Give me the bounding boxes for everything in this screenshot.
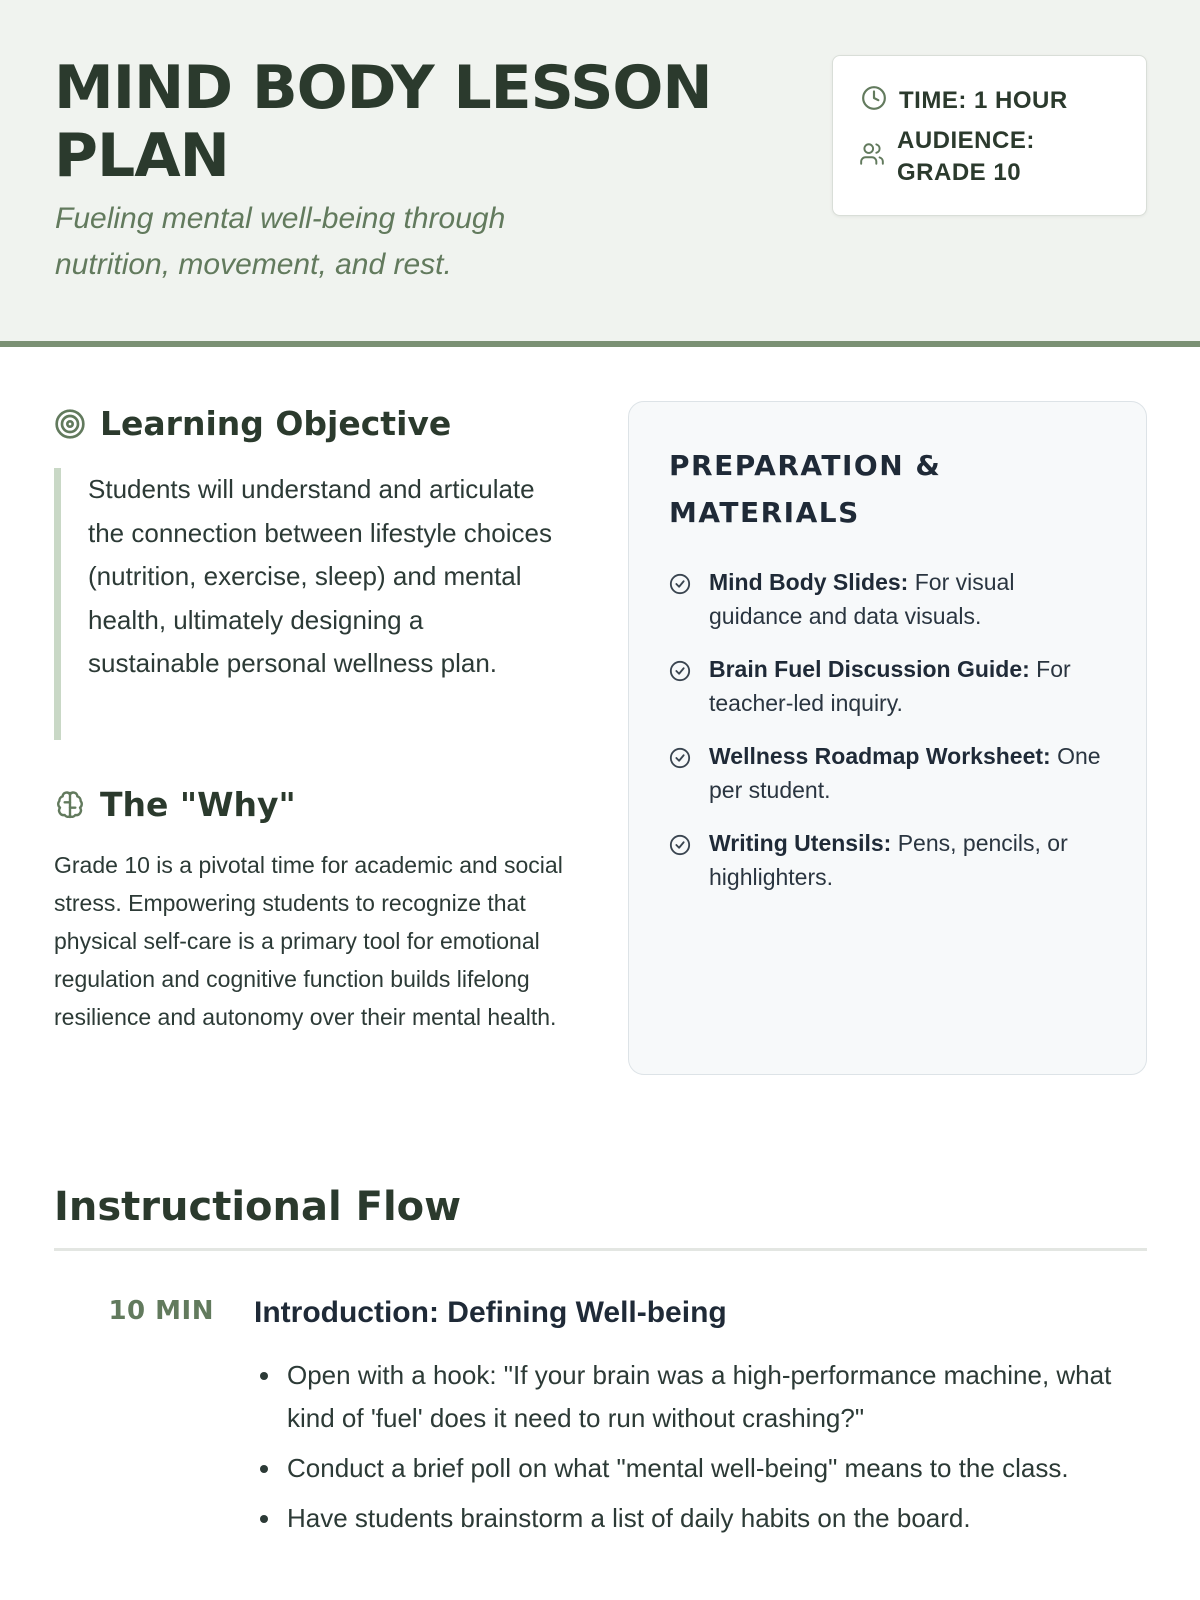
list-item: [254, 1497, 1144, 1540]
objective-heading: [54, 404, 451, 443]
flow-title: Instructional Flow: [54, 1184, 462, 1230]
why-heading: [54, 785, 296, 824]
objective-body: Students will understand and articulate the connection between lifestyle choices (nutrition, exercise, sleep) and mental health, ultimately designing a sustainable personal wellness plan.: [54, 468, 554, 740]
preparation-title: PREPARATION & MATERIALS: [669, 449, 942, 529]
page-title: MIND BODY LESSON PLAN: [54, 53, 712, 191]
bullet-dot: [260, 1465, 268, 1473]
meta-card: [832, 55, 1147, 216]
prep-item-label: Brain Fuel Discussion Guide:: [709, 656, 1030, 682]
users-icon: [859, 141, 885, 167]
flow-divider: [54, 1248, 1147, 1251]
list-item: [254, 1447, 1144, 1490]
flow-step-bullets: [254, 1354, 1144, 1547]
prep-item-desc: One per student.: [709, 743, 1101, 803]
check-circle-icon: [669, 573, 691, 595]
prep-item-label: Writing Utensils:: [709, 830, 892, 856]
prep-item: [669, 826, 1109, 894]
prep-item: [669, 565, 1109, 633]
prep-item-desc: For visual guidance and data visuals.: [709, 569, 1015, 629]
prep-item-label: Wellness Roadmap Worksheet:: [709, 743, 1051, 769]
check-circle-icon: [669, 834, 691, 856]
audience-label: AUDIENCE: GRADE 10: [897, 127, 1035, 186]
why-heading-text: The "Why": [100, 785, 296, 824]
objective-heading-text: Learning Objective: [100, 404, 452, 443]
page-subtitle: Fueling mental well-being through nutrition, movement, and rest.: [55, 202, 506, 281]
brain-icon: [54, 789, 86, 821]
bullet-dot: [260, 1515, 268, 1523]
time-label: TIME: 1 HOUR: [899, 87, 1068, 114]
time-row: [861, 85, 1099, 117]
bullet-dot: [260, 1372, 268, 1380]
list-item-text: Open with a hook: "If your brain was a high-performance machine, what kind of 'fuel' does it need to run without crashing?": [287, 1360, 1112, 1433]
prep-item: [669, 739, 1109, 807]
why-body: Grade 10 is a pivotal time for academic and social stress. Empowering students to recognize that physical self-care is a primary tool for emotional regulation and cognitive function builds lifelong resilience and autonomy over their mental health.: [54, 852, 563, 1030]
list-item: [254, 1354, 1144, 1440]
preparation-card: [628, 401, 1147, 1075]
flow-step-time: 10 MIN: [108, 1296, 214, 1326]
list-item-text: Conduct a brief poll on what "mental well-being" means to the class.: [287, 1453, 1069, 1483]
prep-item-desc: For teacher-led inquiry.: [709, 656, 1071, 716]
target-icon: [54, 408, 86, 440]
audience-row: [859, 125, 1097, 189]
prep-item-label: Mind Body Slides:: [709, 569, 909, 595]
prep-item-desc: Pens, pencils, or highlighters.: [709, 830, 1068, 890]
flow-step-heading: Introduction: Defining Well-being: [254, 1296, 727, 1329]
clock-icon: [861, 85, 887, 111]
prep-item: [669, 652, 1109, 720]
check-circle-icon: [669, 747, 691, 769]
check-circle-icon: [669, 660, 691, 682]
list-item-text: Have students brainstorm a list of daily habits on the board.: [287, 1503, 971, 1533]
page-header: [0, 0, 1200, 347]
